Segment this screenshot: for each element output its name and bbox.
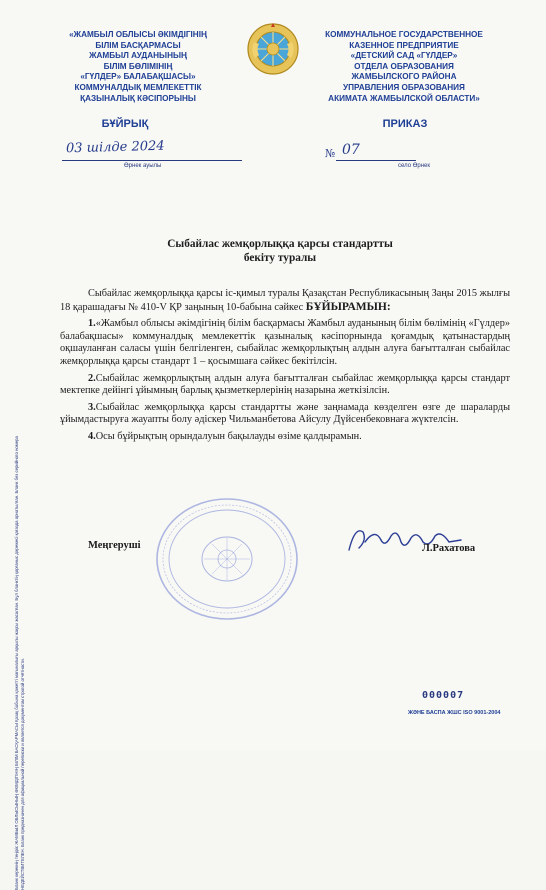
header-ru-line: КАЗЕННОЕ ПРЕДПРИЯТИЕ [349, 40, 459, 50]
order-item [60, 431, 510, 444]
header-kz-line: КОММУНАЛДЫҚ МЕМЛЕКЕТТІК [74, 82, 202, 92]
header-ru-line: КОММУНАЛЬНОЕ ГОСУДАРСТВЕННОЕ [325, 30, 483, 39]
date-underline [62, 160, 242, 161]
header-ru-line: ОТДЕЛА ОБРАЗОВАНИЯ [354, 61, 454, 71]
order-item-number: 1. [88, 318, 96, 330]
printer-footer-mark: ЖӘНЕ БАСПА ЖШС ISO 9001-2004 [408, 710, 501, 716]
header-kz-line: «ЖАМБЫЛ ОБЛЫСЫ ӘКІМДІГІНІҢ [69, 30, 207, 39]
order-title-ru: ПРИКАЗ [382, 118, 428, 130]
order-item-number: 2. [88, 372, 96, 384]
document-title-line: Сыбайлас жемқорлыққа қарсы стандартты [167, 238, 393, 250]
header-ru-line: ЖАМБЫЛСКОГО РАЙОНА [351, 72, 457, 82]
signatory-role: Меңгеруші [88, 540, 141, 551]
signature-icon [345, 520, 465, 560]
order-item-text: Осы бұйрықтың орындалуын бақылауды өзіме қалдырамын. [95, 430, 362, 442]
order-item [60, 318, 510, 368]
order-item-text: «Жамбыл облысы әкімдігінің білім басқармасы Жамбыл ауданының білім бөлімінің «Гүлдер» балабақшасы» коммуналдық мемлекеттік қазыналық кәсіпорнында қоғамдық қатынастардың оқшауланған саласы үшін белгіленген, сыбайлас жемқорлықтың алдын алуға бағытталған сыбайлас жемқорлыққа қарсы стандарт 1 – қосымшаға сәйкес бекітілсін. [60, 318, 510, 367]
header-kz-line: «ГҮЛДЕР» БАЛАБАҚШАСЫ» [80, 72, 196, 82]
document-body [60, 288, 510, 448]
order-item-text: Сыбайлас жемқорлыққа қарсы стандартты және заңнамада көзделген өзге де шараларды ұйымдастыруға жауапты болу әдіскер Чильманбетова Айсулу Дүйсенбековнаға жүктелсін. [60, 401, 510, 426]
order-item [60, 373, 510, 398]
order-item-number: 3. [88, 401, 96, 413]
header-ru-line: АКИМАТА ЖАМБЫЛСКОЙ ОБЛАСТИ» [328, 93, 480, 103]
header-russian [302, 30, 506, 104]
place-ru: село Өрнек [398, 163, 430, 169]
header-kz-line: ҚАЗЫНАЛЫҚ КӘСІПОРЫНЫ [80, 93, 196, 103]
signatory-name: Л.Рахатова [422, 543, 476, 554]
preamble-bold: БҰЙЫРАМЫН: [305, 300, 391, 313]
place-kz: Өрнек ауылы [124, 163, 162, 169]
header-kz-line: ЖАМБЫЛ АУДАНЫНЫҢ [89, 51, 187, 61]
handwritten-number: 07 [342, 142, 360, 158]
state-emblem-icon [246, 22, 300, 76]
header-ru-line: УПРАВЛЕНИЯ ОБРАЗОВАНИЯ [343, 82, 465, 92]
order-title-kz: БҰЙРЫҚ [101, 118, 149, 130]
header-kz-line: БІЛІМ БАСҚАРМАСЫ [95, 40, 181, 50]
round-seal-icon [152, 494, 302, 624]
preamble [60, 288, 510, 314]
serial-number: 000007 [422, 690, 465, 701]
preamble-text: Сыбайлас жемқорлыққа қарсы іс-қимыл туралы Қазақстан Республикасының Заңы 2015 жылғы 18 қарашадағы № 410-V ҚР заңының 10-бабына сәйкес [60, 288, 510, 313]
order-item [60, 402, 510, 427]
header-kz-line: БІЛІМ БӨЛІМІНІҢ [103, 61, 173, 71]
document-title-line: бекіту туралы [243, 252, 317, 264]
header-kazakh [38, 30, 238, 104]
order-item-number: 4. [88, 430, 96, 442]
handwritten-date: 03 шілде 2024 [65, 138, 165, 157]
header-ru-line: «ДЕТСКИЙ САД «ГҮЛДЕР» [350, 51, 458, 61]
side-security-text: Бланк керекнің теңіріс ЖАМБЫЛ ОБЛЫСЫНЫҢ ӘКІМДІГІНІҢ БІЛІМ БАСҚАРМАСЫ Қазақ бабына қажетті мағыналығы арқылы жақсы жасалған. Бұл бланктің қорғаныс дәрежесі қағазда орнатылған. Бланк без серийного номера НЕДЕЙСТВИТЕЛЕН. Бланк предназначен для официальной переписки и является документом строгой отчётности. [14, 436, 25, 890]
number-underline [336, 160, 416, 161]
document-title [120, 237, 440, 265]
order-item-text: Сыбайлас жемқорлықтың алдын алуға бағытталған сыбайлас жемқорлыққа қарсы стандарт мектепке дейінгі ұйымның барлық қызметкерлерінің назарына жеткізілсін. [60, 372, 510, 397]
number-prefix: № [325, 147, 336, 160]
